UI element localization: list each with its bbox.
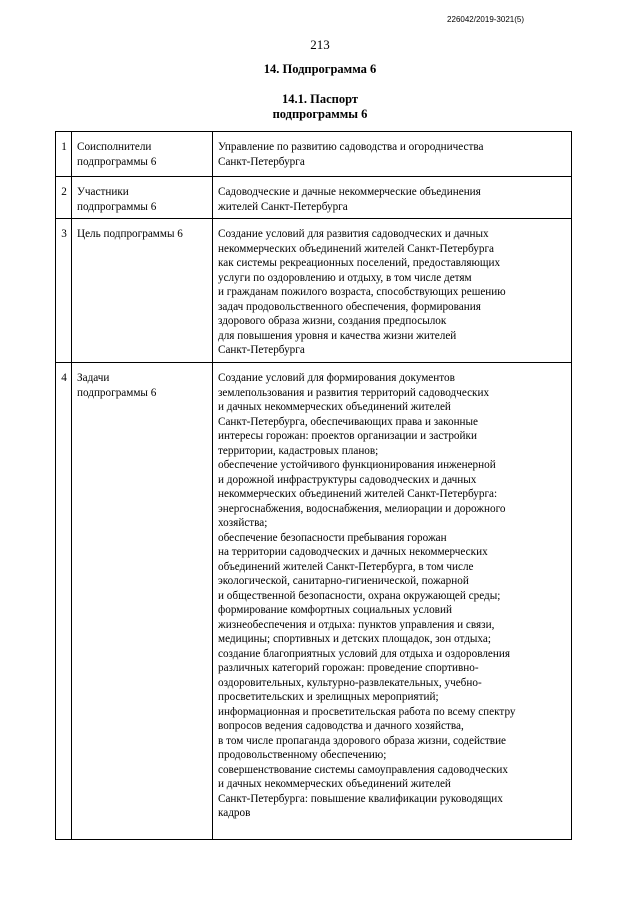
value-line: на территории садоводческих и дачных некоммерческих [218, 546, 488, 558]
subsection-title-line: подпрограммы 6 [272, 107, 368, 121]
value-line: задач продовольственного обеспечения, формирования [218, 300, 481, 313]
value-line: энергоснабжения, водоснабжения, мелиорации и дорожного [218, 502, 506, 515]
value-line: просветительских и зрелищных мероприятий; [218, 691, 439, 703]
row-number: 4 [56, 363, 72, 840]
subsection-title-line: 14.1. Паспорт [281, 92, 359, 106]
value-line: Создание условий для формирования документов [218, 372, 455, 384]
value-line: землепользования и развития территорий садоводческих [218, 386, 490, 399]
value-line: обеспечение безопасности пребывания горожан [218, 531, 447, 544]
value-line: некоммерческих объединений жителей Санкт-Петербурга: [218, 488, 498, 500]
value-line: для повышения уровня и качества жизни жителей [218, 329, 457, 342]
label-line: Соисполнители [77, 141, 152, 153]
value-line: обеспечение устойчивого функционирования инженерной [218, 459, 496, 471]
value-line: Создание условий для развития садоводческих и дачных [218, 228, 489, 240]
row-value [213, 219, 572, 363]
value-line: и гражданам пожилого возраста, способствующих решению [218, 286, 506, 298]
value-line: Санкт-Петербурга [218, 344, 305, 356]
value-line: медицины; спортивных и детских площадок, зон отдыха; [218, 633, 491, 645]
table-row [56, 132, 572, 177]
row-label [72, 132, 213, 177]
value-line: совершенствование системы самоуправления садоводческих [218, 763, 508, 776]
value-line: Управление по развитию садоводства и огородничества [218, 141, 484, 153]
value-line: и дорожной инфраструктуры садоводческих и дачных [218, 473, 477, 486]
row-value [213, 177, 572, 219]
table-row [56, 177, 572, 219]
value-line: и дачных некоммерческих объединений жителей [218, 778, 451, 790]
passport-table [55, 131, 572, 840]
value-line: Санкт-Петербурга: повышение квалификации руководящих [218, 792, 503, 805]
row-label [72, 177, 213, 219]
row-value [213, 363, 572, 840]
value-line: и общественной безопасности, охрана окружающей среды; [218, 589, 501, 602]
value-line: кадров [218, 807, 251, 819]
label-line: Задачи [77, 372, 110, 384]
value-line: объединений жителей Санкт-Петербурга, в том числе [218, 560, 474, 573]
value-line: жизнеобеспечения и отдыха: пунктов управления и связи, [218, 618, 495, 631]
value-line: интересы горожан: проектов организации и застройки [218, 430, 477, 442]
value-line: продовольственному обеспечению; [218, 749, 387, 761]
label-line: подпрограммы 6 [77, 200, 157, 213]
value-line: Санкт-Петербурга, обеспечивающих права и законные [218, 415, 479, 428]
document-id: 226042/2019-3021(5) [447, 15, 524, 24]
value-line: здорового образа жизни, создания предпосылок [218, 315, 447, 327]
value-line: экологической, санитарно-гигиенической, пожарной [218, 575, 469, 587]
value-line: вопросов ведения садоводства и дачного хозяйства, [218, 720, 464, 732]
value-line: оздоровительных, культурно-развлекательных, учебно- [218, 676, 482, 689]
value-line: территории, кадастровых планов; [218, 444, 379, 457]
row-label [72, 363, 213, 840]
value-line: информационная и просветительская работа по всему спектру [218, 705, 516, 718]
row-value [213, 132, 572, 177]
value-line: жителей Санкт-Петербурга [218, 200, 348, 213]
table-row [56, 363, 572, 840]
value-line: и дачных некоммерческих объединений жителей [218, 401, 451, 413]
value-line: Садоводческие и дачные некоммерческие объединения [218, 186, 481, 198]
value-line: как системы рекреационных поселений, предоставляющих [218, 257, 501, 269]
page-number: 213 [310, 37, 330, 52]
row-label [72, 219, 213, 363]
value-line: Санкт-Петербурга [218, 155, 305, 168]
label-line: Цель подпрограммы 6 [77, 228, 183, 240]
subsection-title [0, 92, 640, 122]
row-number: 1 [56, 132, 72, 177]
label-line: подпрограммы 6 [77, 386, 157, 399]
row-number: 3 [56, 219, 72, 363]
table-row [56, 219, 572, 363]
label-line: подпрограммы 6 [77, 155, 157, 168]
label-line: Участники [77, 186, 129, 198]
value-line: формирование комфортных социальных условий [218, 604, 452, 616]
row-number: 2 [56, 177, 72, 219]
value-line: в том числе пропаганда здорового образа жизни, содействие [218, 734, 507, 747]
value-line: создание благоприятных условий для отдыха и оздоровления [218, 647, 511, 660]
value-line: различных категорий горожан: проведение спортивно- [218, 662, 479, 674]
value-line: хозяйства; [218, 517, 268, 529]
value-line: некоммерческих объединений жителей Санкт-Петербурга [218, 242, 495, 255]
value-line: услуги по оздоровлению и отдыху, в том числе детям [218, 271, 472, 284]
section-title: 14. Подпрограмма 6 [263, 62, 377, 76]
